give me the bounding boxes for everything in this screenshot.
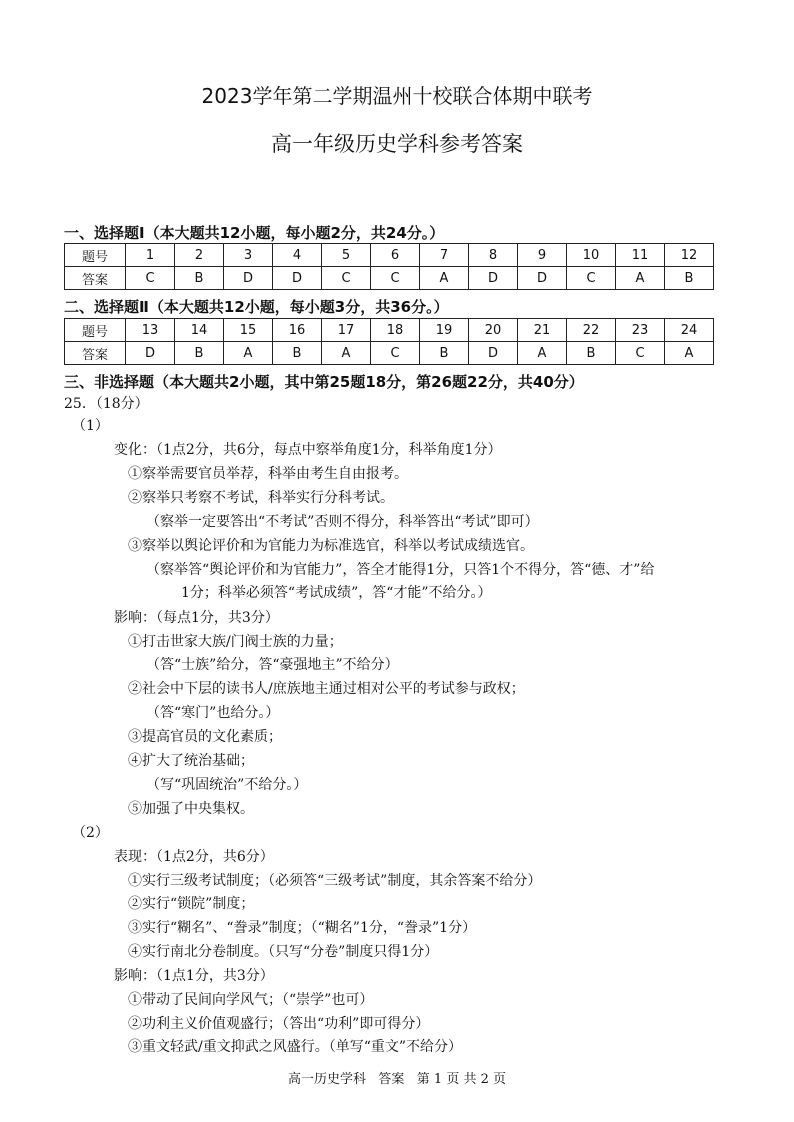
answer-cell: B <box>175 342 224 365</box>
scoring-note: （察举一定要答出“不考试”否则不得分，科举答出“考试”即可） <box>146 514 539 530</box>
scoring-note: 1分；科举必须答“考试成绩”，答“才能”不给分。） <box>181 585 492 601</box>
answer-point: ①察举需要官员举荐，科举由考生自由报考。 <box>128 466 408 482</box>
answer-cell: D <box>126 342 175 365</box>
answer-point: ④实行南北分卷制度。（只写“分卷”制度只得1分） <box>128 944 439 960</box>
question-number: 4 <box>273 244 322 267</box>
answer-point: ②功利主义价值观盛行；（答出“功利”即可得分） <box>128 1016 430 1032</box>
question-number: 21 <box>518 319 567 342</box>
answer-cell: A <box>616 267 665 290</box>
answer-cell: C <box>322 267 371 290</box>
answer-cell: B <box>420 342 469 365</box>
question-number: 20 <box>469 319 518 342</box>
document-subtitle: 高一年级历史学科参考答案 <box>271 132 523 156</box>
question-number: 24 <box>665 319 714 342</box>
row-header-answer: 答案 <box>65 342 126 365</box>
answer-point: ⑤加强了中央集权。 <box>128 801 254 817</box>
answer-cell: D <box>273 267 322 290</box>
answer-cell: A <box>322 342 371 365</box>
part3-heading: 三、非选择题（本大题共2小题，其中第25题18分，第26题22分，共40分） <box>64 373 584 391</box>
subquestion-label: （2） <box>72 825 109 841</box>
scoring-heading: 变化：（1点2分，共6分，每点中察举角度1分，科举角度1分） <box>114 442 502 458</box>
question-number: 6 <box>371 244 420 267</box>
answer-cell: C <box>567 267 616 290</box>
answer-point: ③实行“糊名”、“誊录”制度；（“糊名”1分，“誊录”1分） <box>128 920 477 936</box>
question-number: 2 <box>175 244 224 267</box>
answer-point: ③察举以舆论评价和为官能力为标准选官，科举以考试成绩选官。 <box>128 538 534 554</box>
scoring-note: （察举答“舆论评价和为官能力”，答全才能得1分，只答1个不得分，答“德、才”给 <box>146 562 655 578</box>
answer-cell: A <box>224 342 273 365</box>
answer-cell: C <box>371 267 420 290</box>
question-number: 15 <box>224 319 273 342</box>
answer-point: ②实行“锁院”制度； <box>128 896 255 912</box>
part1-question-row <box>65 244 714 267</box>
answer-cell: C <box>371 342 420 365</box>
answer-point: ②察举只考察不考试，科举实行分科考试。 <box>128 490 394 506</box>
answer-point: ③重文轻武/重文抑武之风盛行。（单写“重文”不给分） <box>128 1039 463 1055</box>
answer-cell: D <box>469 267 518 290</box>
part1-answer-row <box>65 267 714 290</box>
answer-point: ①实行三级考试制度；（必须答“三级考试”制度，其余答案不给分） <box>128 873 542 889</box>
row-header-answer: 答案 <box>65 267 126 290</box>
subquestion-label: （1） <box>72 418 109 434</box>
question-number: 10 <box>567 244 616 267</box>
question-number: 16 <box>273 319 322 342</box>
question-number: 7 <box>420 244 469 267</box>
answer-point: ①打击世家大族/门阀士族的力量； <box>128 634 343 650</box>
question-number: 17 <box>322 319 371 342</box>
question-number: 18 <box>371 319 420 342</box>
row-header-question: 题号 <box>65 319 126 342</box>
scoring-heading: 影响：（每点1分，共3分） <box>114 610 279 626</box>
answer-point: ②社会中下层的读书人/庶族地主通过相对公平的考试参与政权； <box>128 681 525 697</box>
answer-cell: A <box>420 267 469 290</box>
answer-cell: D <box>518 267 567 290</box>
question-number: 8 <box>469 244 518 267</box>
question-number: 23 <box>616 319 665 342</box>
answer-cell: C <box>616 342 665 365</box>
question-number: 3 <box>224 244 273 267</box>
answer-cell: B <box>567 342 616 365</box>
question-number: 22 <box>567 319 616 342</box>
answer-point: ④扩大了统治基础； <box>128 753 254 769</box>
answer-point: ①带动了民间向学风气；（“崇学”也可） <box>128 992 374 1008</box>
answer-cell: A <box>665 342 714 365</box>
answer-cell: A <box>518 342 567 365</box>
part2-answer-row <box>65 342 714 365</box>
question-number: 5 <box>322 244 371 267</box>
part2-answer-table <box>64 318 714 365</box>
row-header-question: 题号 <box>65 244 126 267</box>
question-25-heading: 25．（18分） <box>64 396 149 412</box>
answer-cell: C <box>126 267 175 290</box>
question-number: 19 <box>420 319 469 342</box>
question-number: 14 <box>175 319 224 342</box>
part1-answer-table <box>64 243 714 290</box>
question-number: 11 <box>616 244 665 267</box>
answer-cell: D <box>469 342 518 365</box>
page-footer: 高一历史学科 答案 第 1 页 共 2 页 <box>288 1072 506 1087</box>
answer-cell: D <box>224 267 273 290</box>
scoring-heading: 表现：（1点2分，共6分） <box>114 849 274 865</box>
scoring-note: （答“寒门”也给分。） <box>146 705 280 721</box>
part2-question-row <box>65 319 714 342</box>
answer-cell: B <box>175 267 224 290</box>
answer-cell: B <box>273 342 322 365</box>
part2-heading: 二、选择题Ⅱ（本大题共12小题，每小题3分，共36分。） <box>64 298 449 316</box>
answer-point: ③提高官员的文化素质； <box>128 729 282 745</box>
part1-heading: 一、选择题Ⅰ（本大题共12小题，每小题2分，共24分。） <box>64 224 445 242</box>
scoring-note: （写“巩固统治”不给分。） <box>146 777 308 793</box>
document-title: 2023学年第二学期温州十校联合体期中联考 <box>201 84 593 108</box>
question-number: 13 <box>126 319 175 342</box>
scoring-note: （答“士族”给分，答“豪强地主”不给分） <box>146 657 399 673</box>
answer-cell: B <box>665 267 714 290</box>
question-number: 9 <box>518 244 567 267</box>
scoring-heading: 影响：（1点1分，共3分） <box>114 968 274 984</box>
question-number: 1 <box>126 244 175 267</box>
question-number: 12 <box>665 244 714 267</box>
